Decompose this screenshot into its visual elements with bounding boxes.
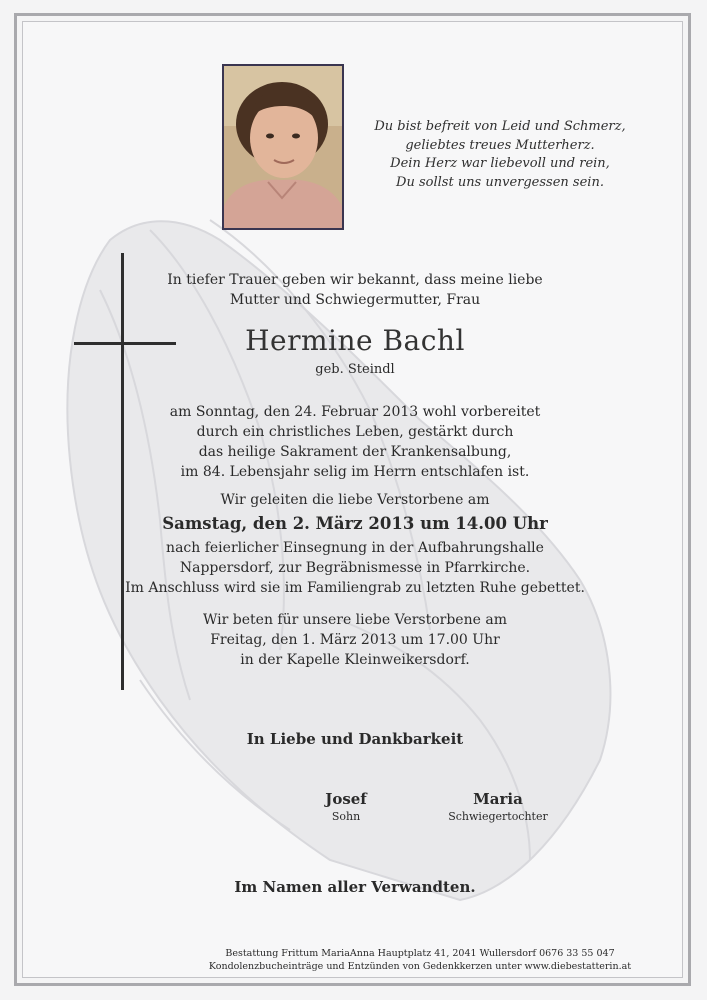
funeral-line: nach feierlicher Einsegnung in der Aufbahrungshalle xyxy=(166,540,544,556)
prayer-line: Freitag, den 1. März 2013 um 17.00 Uhr xyxy=(210,632,500,648)
funeral-intro: Wir geleiten die liebe Verstorbene am xyxy=(220,492,490,508)
death-line: im 84. Lebensjahr selig im Herrn entschlafen ist. xyxy=(180,464,530,480)
maiden-name: geb. Steindl xyxy=(315,362,395,377)
footer-line: Bestattung Frittum MariaAnna Hauptplatz 41, 2041 Wullersdorf 0676 33 55 047 xyxy=(225,948,615,959)
portrait-photo xyxy=(222,64,344,230)
deceased-name: Hermine Bachl xyxy=(245,324,465,357)
verse-line: geliebtes treues Mutterherz. xyxy=(405,137,595,153)
announcement-intro xyxy=(105,270,605,310)
mourner-relation: Schwiegertochter xyxy=(448,810,548,823)
prayer-line: in der Kapelle Kleinweikersdorf. xyxy=(240,652,470,668)
prayer-details xyxy=(105,610,605,670)
mourner-name: Maria xyxy=(473,790,523,808)
funeral-details xyxy=(105,538,605,598)
mourner-relation: Sohn xyxy=(331,810,361,823)
mourner xyxy=(418,789,578,824)
verse-line: Du sollst uns unvergessen sein. xyxy=(396,174,604,190)
death-line: am Sonntag, den 24. Februar 2013 wohl vorbereitet xyxy=(169,404,541,420)
intro-line: Mutter und Schwiegermutter, Frau xyxy=(229,292,481,308)
verse-line: Dein Herz war liebevoll und rein, xyxy=(390,156,610,171)
relatives-line: Im Namen aller Verwandten. xyxy=(234,878,476,896)
funeral-home-footer xyxy=(150,948,690,973)
gratitude-line: In Liebe und Dankbarkeit xyxy=(246,730,464,748)
death-line: das heilige Sakrament der Krankensalbung, xyxy=(198,444,512,460)
footer-line: Kondolenzbucheinträge und Entzünden von Gedenkkerzen unter www.diebestatterin.at xyxy=(208,960,632,972)
death-details xyxy=(105,402,605,482)
prayer-line: Wir beten für unsere liebe Verstorbene am xyxy=(203,612,507,628)
mourner xyxy=(266,789,426,824)
funeral-date: Samstag, den 2. März 2013 um 14.00 Uhr xyxy=(162,514,548,533)
intro-line: In tiefer Trauer geben wir bekannt, dass meine liebe xyxy=(167,272,543,288)
verse-line: Du bist befreit von Leid und Schmerz, xyxy=(374,119,626,134)
death-line: durch ein christliches Leben, gestärkt durch xyxy=(196,424,514,440)
mourner-name: Josef xyxy=(325,790,367,808)
funeral-line: Im Anschluss wird sie im Familiengrab zu letzten Ruhe gebettet. xyxy=(125,580,585,596)
memorial-verse xyxy=(360,118,640,192)
funeral-line: Nappersdorf, zur Begräbnismesse in Pfarrkirche. xyxy=(179,560,531,576)
